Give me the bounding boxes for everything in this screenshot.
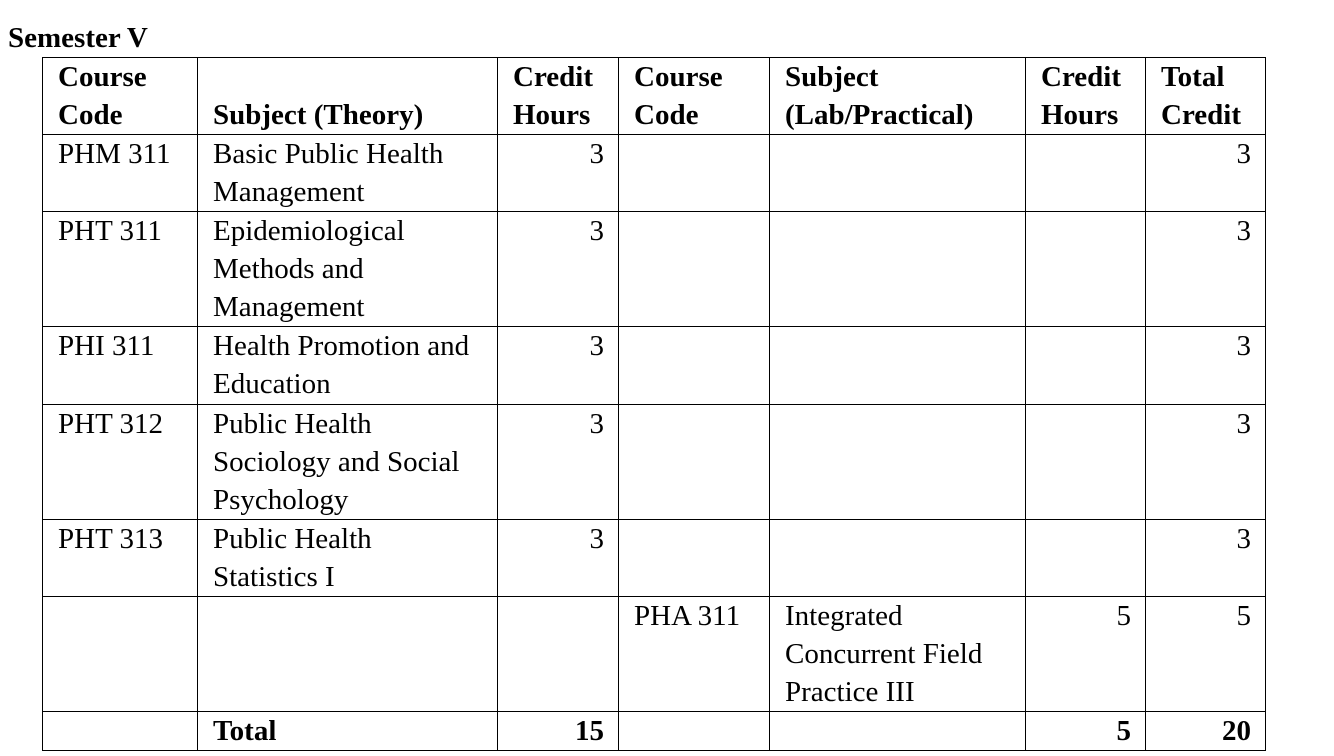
credit-hours: 3 — [498, 327, 619, 405]
grand-total-credit: 20 — [1146, 712, 1266, 751]
course-code: PHT 311 — [43, 212, 198, 327]
lab-credit — [1026, 327, 1146, 405]
total-label: Total — [198, 712, 498, 751]
course-code: PHM 311 — [43, 135, 198, 212]
header-lab-course-code: Course Code — [619, 58, 770, 135]
table-row — [43, 212, 1266, 327]
header-subject-theory: Subject (Theory) — [198, 58, 498, 135]
lab-credit: 5 — [1026, 597, 1146, 712]
table-row — [43, 135, 1266, 212]
credit-hours: 3 — [498, 212, 619, 327]
section-title: Semester V — [8, 22, 148, 54]
total-lab-credit: 5 — [1026, 712, 1146, 751]
lab-subject — [770, 212, 1026, 327]
credit-hours: 3 — [498, 520, 619, 597]
header-total-credit: Total Credit — [1146, 58, 1266, 135]
total-credit: 3 — [1146, 327, 1266, 405]
lab-subject: Integrated Concurrent Field Practice III — [770, 597, 1026, 712]
semester-table — [42, 57, 1266, 751]
course-code: PHT 312 — [43, 405, 198, 520]
lab-code — [619, 520, 770, 597]
lab-subject — [770, 327, 1026, 405]
lab-code: PHA 311 — [619, 597, 770, 712]
total-credit: 3 — [1146, 135, 1266, 212]
table-row — [43, 405, 1266, 520]
lab-credit — [1026, 520, 1146, 597]
empty-cell — [619, 712, 770, 751]
subject: Public Health Statistics I — [198, 520, 498, 597]
empty-cell — [43, 712, 198, 751]
empty-cell — [770, 712, 1026, 751]
lab-subject — [770, 135, 1026, 212]
total-credit: 3 — [1146, 212, 1266, 327]
total-credit: 3 — [1146, 520, 1266, 597]
course-code — [43, 597, 198, 712]
total-theory-credit: 15 — [498, 712, 619, 751]
credit-hours: 3 — [498, 135, 619, 212]
lab-code — [619, 212, 770, 327]
lab-code — [619, 405, 770, 520]
table-row — [43, 327, 1266, 405]
course-code: PHT 313 — [43, 520, 198, 597]
subject — [198, 597, 498, 712]
lab-credit — [1026, 212, 1146, 327]
header-subject-lab: Subject (Lab/Practical) — [770, 58, 1026, 135]
header-row — [43, 58, 1266, 135]
credit-hours — [498, 597, 619, 712]
table-row — [43, 597, 1266, 712]
table-row — [43, 520, 1266, 597]
total-credit: 5 — [1146, 597, 1266, 712]
header-credit-hours: Credit Hours — [498, 58, 619, 135]
lab-subject — [770, 520, 1026, 597]
header-lab-credit-hours: Credit Hours — [1026, 58, 1146, 135]
header-course-code: Course Code — [43, 58, 198, 135]
lab-code — [619, 135, 770, 212]
lab-credit — [1026, 135, 1146, 212]
lab-subject — [770, 405, 1026, 520]
subject: Epidemiological Methods and Management — [198, 212, 498, 327]
course-code: PHI 311 — [43, 327, 198, 405]
credit-hours: 3 — [498, 405, 619, 520]
subject: Basic Public Health Management — [198, 135, 498, 212]
total-credit: 3 — [1146, 405, 1266, 520]
subject: Health Promotion and Education — [198, 327, 498, 405]
lab-credit — [1026, 405, 1146, 520]
lab-code — [619, 327, 770, 405]
subject: Public Health Sociology and Social Psychology — [198, 405, 498, 520]
total-row — [43, 712, 1266, 751]
